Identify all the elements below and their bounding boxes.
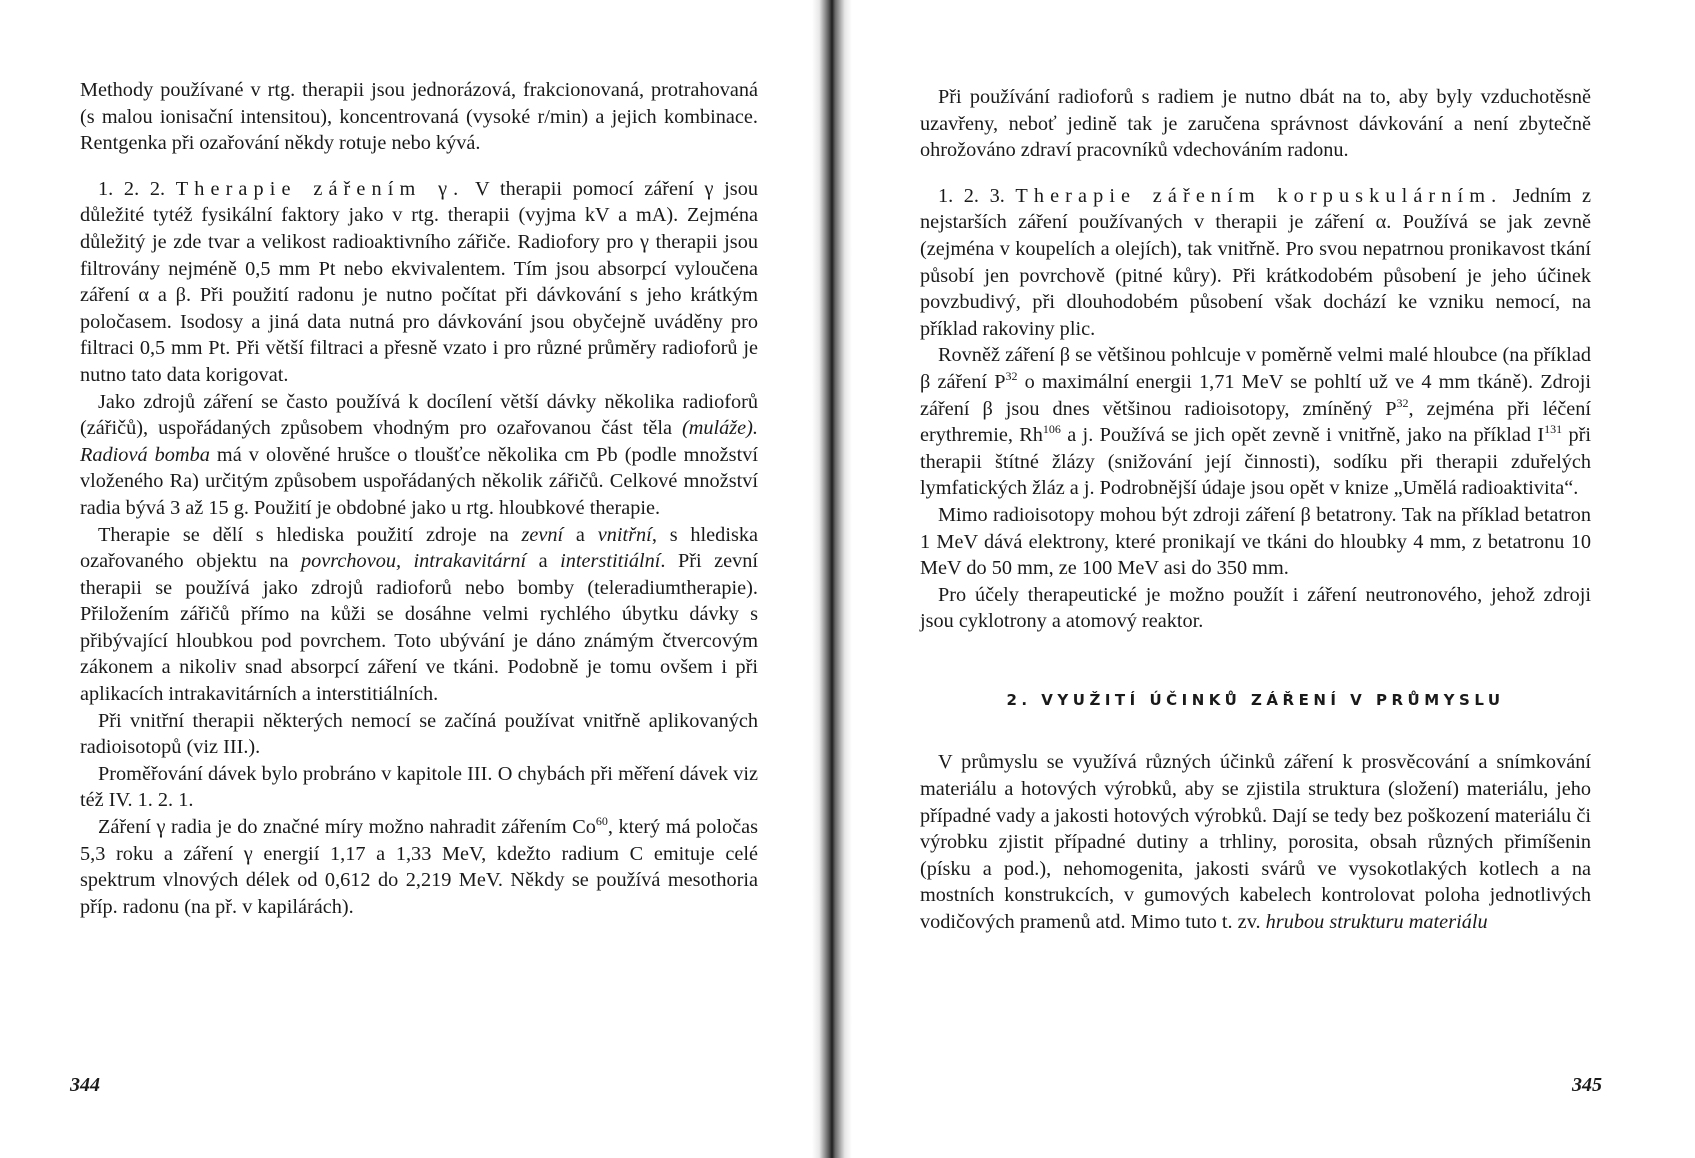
- paragraph-text: V therapii pomocí záření γ jsou důležité tytéž fysikální faktory jako v rtg. therapii (vyjma kV a mA). Zejména důležitý je zde tvar a velikost radioaktivního zářiče. Radiofory pro γ therapii jsou filtrovány nejméně 0,5 mm Pt nebo ekvivalentem. Tím jsou absorpcí vyloučena záření α a β. Při použití radonu je nutno počítat při dávkování s jeho krátkým poločasem. Isodosy a jiná data nutná pro dávkování jsou obyčejně uváděny pro filtraci 0,5 mm Pt. Při větší filtraci a přesně vzato i pro různé průměry radioforů je nutno tato data korigovat.: [80, 177, 758, 386]
- section-number: 1. 2. 3.: [938, 184, 1005, 207]
- text-run: a: [563, 523, 598, 546]
- italic-term: (muláže). Radiová bomba: [80, 417, 758, 466]
- paragraph: Proměřování dávek bylo probráno v kapitole III. O chybách při měření dávek viz též IV. 1. 2. 1.: [80, 762, 758, 812]
- left-page: [0, 0, 820, 1158]
- paragraph: [80, 389, 758, 522]
- superscript: 32: [1396, 395, 1409, 410]
- paragraph: [80, 814, 758, 920]
- left-page-text: [80, 77, 758, 920]
- paragraph: Pro účely therapeutické je možno použít i záření neutronového, jehož zdroji jsou cyklotrony a atomový reaktor.: [920, 583, 1591, 633]
- text-run: a: [526, 550, 561, 573]
- text-run: Rovněž záření β se většinou pohlcuje v poměrně velmi malé hloubce (na příklad β záření P: [920, 344, 1591, 393]
- italic-term: povrchovou, intrakavitární: [300, 550, 527, 573]
- paragraph: [920, 749, 1591, 935]
- page-number: 344: [70, 1074, 100, 1096]
- text-run: o maximální energii 1,71 MeV se pohltí už ve 4 mm tkáně). Zdroji záření β jsou dnes většinou radioisotopy, zmíněný P: [920, 370, 1591, 420]
- superscript: 32: [1005, 369, 1018, 384]
- italic-term: hrubou strukturu materiálu: [1265, 911, 1488, 934]
- italic-term: zevní: [521, 523, 564, 546]
- paragraph: Při vnitřní therapii některých nemocí se začíná používat vnitřně aplikovaných radioisotopů (viz III.).: [80, 709, 758, 759]
- paragraph: Mimo radioisotopy mohou být zdroji záření β betatrony. Tak na příklad betatron 1 MeV dává elektrony, které pronikají ve tkáni do hloubky 4 mm, z betatronu 10 MeV do 50 mm, ze 100 MeV asi do 350 mm.: [920, 503, 1591, 580]
- text-run: Therapie se dělí s hlediska použití zdroje na: [98, 523, 522, 546]
- text-run: při therapii štítné žlázy (snižování její činnosti), sodíku při therapii zduřelých lymfatických žláz a j. Podrobnější údaje jsou opět v knize „Umělá radioaktivita“.: [920, 424, 1591, 500]
- superscript: 106: [1042, 422, 1061, 437]
- text-run: V průmyslu se využívá různých účinků záření k prosvěcování a snímkování materiálu a hotových výrobků, aby se zjistila struktura (složení) materiálu, jeho případné vady a jakosti hotových výrobků. Dají se tedy bez poškození materiálu či výrobku zjistit případné dutiny a trhliny, porosita, obsah různých přimíšenin (písku a pod.), nehomogenita, jakosti svárů ve vysokotlakých kotlech a na mostních konstrukcích, v gumových kabelech kontrolovat poloha jednotlivých vodičových pramenů atd. Mimo tuto t. zv.: [920, 751, 1591, 934]
- italic-term: interstitiální: [560, 550, 661, 573]
- superscript: 131: [1544, 422, 1563, 437]
- paragraph: Při používání radioforů s radiem je nutno dbát na to, aby byly vzduchotěsně uzavřeny, neboť jedině tak je zaručena správnost dávkování a není zbytečně ohrožováno zdraví pracovníků vdechováním radonu.: [920, 86, 1591, 162]
- section-title: Therapie zářením γ.: [175, 177, 465, 200]
- paragraph: [80, 522, 758, 708]
- text-run: Záření γ radia je do značné míry možno nahradit zářením Co: [98, 816, 596, 839]
- text-run: Jako zdrojů záření se často používá k docílení větší dávky několika radioforů (zářičů), uspořádaných způsobem vhodným pro ozařovanou část těla: [80, 390, 758, 440]
- section-heading: 2. VYUŽITÍ ÚČINKŮ ZÁŘENÍ V PRŮMYSLU: [1006, 690, 1505, 709]
- paragraph: [920, 342, 1591, 502]
- text-run: . Při zevní therapii se používá jako zdrojů radioforů nebo bomby (teleradiumtherapie). Přiložením zářičů přímo na kůži se dosáhne velmi rychlého úbytku dávky s přibývající hloubkou pod povrchem. Toto ubývání je dáno známým čtvercovým zákonem a nikoliv snad absorpcí záření ve tkáni. Podobně je tomu ovšem i při aplikacích intrakavitárních a interstitiálních.: [80, 550, 759, 706]
- right-page: [842, 0, 1695, 1158]
- paragraph-text: Jedním z nejstarších záření používaných v therapii je záření α. Používá se jak zevně (zejména v koupelích a olejích), tak vnitřně. Pro svou nepatrnou pronikavost tkání působí jen povrchově (pitné kůry). Při krátkodobém působení je jeho účinek povzbudivý, při dlouhodobém působení však dochází ke vzniku nemocí, na příklad rakoviny plic.: [920, 184, 1591, 340]
- section-number: 1. 2. 2.: [98, 177, 166, 200]
- text-run: , zejména při léčení erythremie, Rh: [920, 397, 1591, 447]
- superscript: 60: [595, 814, 608, 829]
- right-page-text: [920, 84, 1591, 936]
- paragraph: Methody používané v rtg. therapii jsou jednorázová, frakcionovaná, protrahovaná (s malou ionisační intensitou), koncentrovaná (vysoké r/min) a jejich kombinace. Rentgenka při ozařování někdy rotuje nebo kývá.: [80, 79, 758, 155]
- section-title: Therapie zářením korpuskulárním.: [1015, 184, 1503, 207]
- italic-term: vnitřní: [597, 523, 652, 546]
- text-run: , který má poločas 5,3 roku a záření γ energií 1,17 a 1,33 MeV, kdežto radium C emituje celé spektrum vlnových délek od 0,612 do 2,219 MeV. Někdy se používá mesothoria příp. radonu (na př. v kapilárách).: [80, 816, 759, 918]
- section-paragraph-1-2-2: [80, 176, 758, 389]
- text-run: má v olověné hrušce o tloušťce několika cm Pb (podle množství vloženého Ra) určitým způsobem uspořádaných několik zářičů. Celkové množství radia bývá 3 až 15 g. Použití je obdobné jako u rtg. hloubkové therapie.: [80, 443, 758, 519]
- text-run: , s hlediska ozařovaného objektu na: [80, 523, 758, 573]
- section-paragraph-1-2-3: [920, 183, 1591, 343]
- text-run: a j. Používá se jich opět zevně i vnitřně, jako na příklad I: [1060, 424, 1545, 447]
- page-number: 345: [1572, 1074, 1602, 1096]
